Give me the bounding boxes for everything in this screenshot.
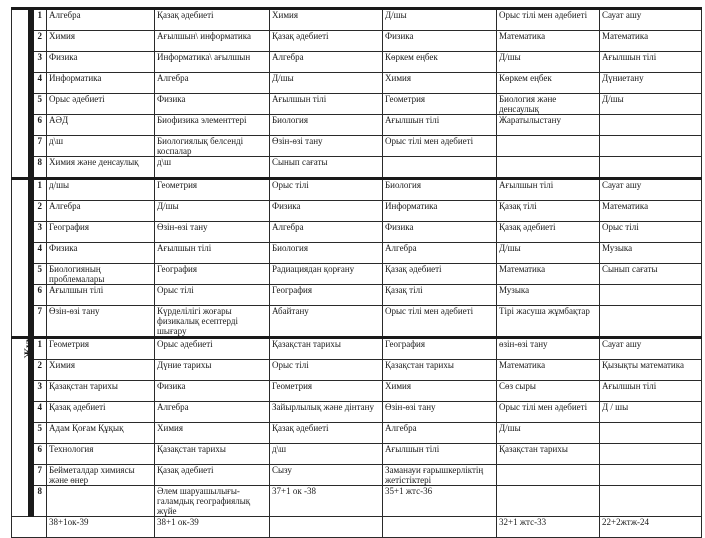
subject-cell bbox=[600, 423, 702, 444]
lesson-number: 6 bbox=[31, 115, 47, 136]
subject-cell: Зайырлылық және дінтану bbox=[270, 402, 383, 423]
subject-cell: Биология bbox=[270, 115, 383, 136]
subject-cell: АӘД bbox=[47, 115, 155, 136]
lesson-number: 3 bbox=[31, 222, 47, 243]
subject-cell: Орыс тілі мен әдебиеті bbox=[383, 136, 497, 157]
subject-cell: Д/шы bbox=[600, 94, 702, 115]
subject-cell: Дүниетану bbox=[600, 73, 702, 94]
subject-cell: Математика bbox=[497, 31, 600, 52]
subject-cell: Қазақ тілі bbox=[383, 285, 497, 306]
subject-cell: Ағылшын тілі bbox=[600, 381, 702, 402]
subject-cell: Биология bbox=[383, 179, 497, 201]
subject-cell: География bbox=[155, 264, 270, 285]
lesson-number: 4 bbox=[31, 243, 47, 264]
subject-cell: Химия bbox=[47, 31, 155, 52]
subject-cell: Музыка bbox=[600, 243, 702, 264]
subject-cell: Тірі жасуша жұмбақтар bbox=[497, 306, 600, 338]
subject-cell: Информатика bbox=[47, 73, 155, 94]
total-hours-cell bbox=[383, 517, 497, 538]
subject-cell: Ағылшын тілі bbox=[383, 444, 497, 465]
subject-cell: Қазақстан тарихы bbox=[497, 444, 600, 465]
subject-cell: Ағылшын тілі bbox=[155, 243, 270, 264]
subject-cell: д\ш bbox=[47, 136, 155, 157]
lesson-number: 8 bbox=[31, 157, 47, 179]
subject-cell: Математика bbox=[497, 360, 600, 381]
subject-cell: Қазақ әдебиеті bbox=[270, 423, 383, 444]
subject-cell: Жаратылыстану bbox=[497, 115, 600, 136]
subject-cell: Қазақстан тарихы bbox=[155, 444, 270, 465]
lesson-row bbox=[12, 73, 702, 94]
subject-cell: Абайтану bbox=[270, 306, 383, 338]
subject-cell: Қазақ әдебиеті bbox=[155, 465, 270, 486]
subject-cell: Қазақстан тарихы bbox=[47, 381, 155, 402]
subject-cell: Технология bbox=[47, 444, 155, 465]
lesson-number: 5 bbox=[31, 423, 47, 444]
subject-cell: Д/шы bbox=[270, 73, 383, 94]
subject-cell: Физика bbox=[47, 243, 155, 264]
subject-cell: Ағылшын тілі bbox=[47, 285, 155, 306]
subject-cell bbox=[600, 157, 702, 179]
lesson-row bbox=[12, 465, 702, 486]
subject-cell: Сызу bbox=[270, 465, 383, 486]
total-hours-cell: 38+1 ок-39 bbox=[155, 517, 270, 538]
lesson-row bbox=[12, 360, 702, 381]
subject-cell: Биология bbox=[270, 243, 383, 264]
subject-cell: Физика bbox=[155, 381, 270, 402]
day-friday bbox=[12, 338, 31, 517]
subject-cell bbox=[600, 285, 702, 306]
lesson-row bbox=[12, 264, 702, 285]
subject-cell: Информатика\ ағылшын bbox=[155, 52, 270, 73]
subject-cell: Химия және денсаулық bbox=[47, 157, 155, 179]
subject-cell: Алгебра bbox=[47, 201, 155, 222]
subject-cell: Өзін-өзі тану bbox=[47, 306, 155, 338]
subject-cell bbox=[497, 486, 600, 517]
subject-cell: Адам Қоғам Құқық bbox=[47, 423, 155, 444]
subject-cell: Алгебра bbox=[155, 73, 270, 94]
subject-cell: д/шы bbox=[47, 179, 155, 201]
subject-cell: Орыс әдебиеті bbox=[47, 94, 155, 115]
subject-cell: Биологиялық белсенді коспалар bbox=[155, 136, 270, 157]
totals-label-cell bbox=[12, 517, 47, 538]
lesson-number: 2 bbox=[31, 360, 47, 381]
subject-cell: Орыс тілі bbox=[270, 179, 383, 201]
subject-cell: Алгебра bbox=[270, 222, 383, 243]
lesson-number: 3 bbox=[31, 52, 47, 73]
subject-cell: Сауат ашу bbox=[600, 179, 702, 201]
subject-cell: Геометрия bbox=[47, 338, 155, 360]
subject-cell: Д/шы bbox=[497, 423, 600, 444]
subject-cell: Қазақ тілі bbox=[497, 201, 600, 222]
lesson-number: 4 bbox=[31, 73, 47, 94]
subject-cell: Ағылшын тілі bbox=[383, 115, 497, 136]
subject-cell: Д/шы bbox=[155, 201, 270, 222]
subject-cell: Сынып сағаты bbox=[600, 264, 702, 285]
subject-cell: Ағылшын тілі bbox=[497, 179, 600, 201]
subject-cell: Дүние тарихы bbox=[155, 360, 270, 381]
subject-cell: География bbox=[383, 338, 497, 360]
timetable-body bbox=[12, 9, 702, 538]
subject-cell: Қазақстан тарихы bbox=[270, 338, 383, 360]
total-hours-cell: 38+1ок-39 bbox=[47, 517, 155, 538]
subject-cell: Орыс тілі мен әдебиеті bbox=[497, 402, 600, 423]
lesson-number: 5 bbox=[31, 264, 47, 285]
subject-cell: Сынып сағаты bbox=[270, 157, 383, 179]
lesson-row bbox=[12, 136, 702, 157]
subject-cell: Қазақстан тарихы bbox=[383, 360, 497, 381]
lesson-row bbox=[12, 222, 702, 243]
subject-cell: Музыка bbox=[497, 285, 600, 306]
day-thursday bbox=[12, 179, 31, 338]
subject-cell: Орыс тілі мен әдебиеті bbox=[383, 306, 497, 338]
subject-cell bbox=[600, 136, 702, 157]
subject-cell: д\ш bbox=[270, 444, 383, 465]
subject-cell: Химия bbox=[383, 381, 497, 402]
lesson-row bbox=[12, 486, 702, 517]
lesson-row bbox=[12, 338, 702, 360]
subject-cell: 37+1 ок -38 bbox=[270, 486, 383, 517]
subject-cell: 35+1 жтс-36 bbox=[383, 486, 497, 517]
subject-cell: Физика bbox=[47, 52, 155, 73]
subject-cell bbox=[383, 157, 497, 179]
lesson-row bbox=[12, 423, 702, 444]
subject-cell: Химия bbox=[270, 9, 383, 31]
subject-cell: Д/шы bbox=[497, 243, 600, 264]
subject-cell: Орыс тілі bbox=[155, 285, 270, 306]
subject-cell: Биологияның проблемалары bbox=[47, 264, 155, 285]
subject-cell: д\ш bbox=[155, 157, 270, 179]
total-hours-cell: 22+2жтж-24 bbox=[600, 517, 702, 538]
subject-cell: Күрделілігі жоғары физикалық есептерді шығару bbox=[155, 306, 270, 338]
lesson-row bbox=[12, 179, 702, 201]
subject-cell: Қызықты математика bbox=[600, 360, 702, 381]
subject-cell: өзін-өзі тану bbox=[497, 338, 600, 360]
subject-cell: Әлем шаруашылығы-галамдық географиялық жүйе bbox=[155, 486, 270, 517]
subject-cell: География bbox=[270, 285, 383, 306]
subject-cell: Сауат ашу bbox=[600, 9, 702, 31]
subject-cell: Д / шы bbox=[600, 402, 702, 423]
subject-cell: Химия bbox=[155, 423, 270, 444]
subject-cell: Бейметалдар химиясы және өнер bbox=[47, 465, 155, 486]
lesson-number: 7 bbox=[31, 136, 47, 157]
subject-cell: Геометрия bbox=[383, 94, 497, 115]
lesson-number: 1 bbox=[31, 179, 47, 201]
subject-cell: Өзін-өзі тану bbox=[270, 136, 383, 157]
lesson-number: 2 bbox=[31, 31, 47, 52]
subject-cell bbox=[497, 157, 600, 179]
lesson-number: 6 bbox=[31, 444, 47, 465]
subject-cell: Д/шы bbox=[383, 9, 497, 31]
subject-cell bbox=[600, 444, 702, 465]
lesson-row bbox=[12, 157, 702, 179]
subject-cell: Физика bbox=[155, 94, 270, 115]
lesson-row bbox=[12, 243, 702, 264]
subject-cell bbox=[600, 486, 702, 517]
subject-cell: Биофизика элементтері bbox=[155, 115, 270, 136]
subject-cell: Заманауи ғарышкерліктің жетістіктері bbox=[383, 465, 497, 486]
subject-cell: Көркем еңбек bbox=[497, 73, 600, 94]
subject-cell: Орыс тілі мен әдебиеті bbox=[497, 9, 600, 31]
subject-cell: Физика bbox=[383, 222, 497, 243]
subject-cell bbox=[600, 465, 702, 486]
lesson-row bbox=[12, 402, 702, 423]
timetable bbox=[11, 7, 702, 538]
subject-cell: Қазақ әдебиеті bbox=[47, 402, 155, 423]
lesson-row bbox=[12, 9, 702, 31]
lesson-row bbox=[12, 285, 702, 306]
subject-cell: Өзін-өзі тану bbox=[383, 402, 497, 423]
lesson-row bbox=[12, 115, 702, 136]
lesson-number: 1 bbox=[31, 338, 47, 360]
subject-cell: Математика bbox=[600, 201, 702, 222]
lesson-number: 7 bbox=[31, 465, 47, 486]
subject-cell: Геометрия bbox=[155, 179, 270, 201]
subject-cell: Геометрия bbox=[270, 381, 383, 402]
lesson-number: 7 bbox=[31, 306, 47, 338]
lesson-number: 3 bbox=[31, 381, 47, 402]
subject-cell: Орыс әдебиеті bbox=[155, 338, 270, 360]
subject-cell: Ағылшын тілі bbox=[270, 94, 383, 115]
subject-cell: География bbox=[47, 222, 155, 243]
lesson-number: 2 bbox=[31, 201, 47, 222]
subject-cell: Физика bbox=[383, 31, 497, 52]
subject-cell bbox=[497, 465, 600, 486]
subject-cell: Орыс тілі bbox=[600, 222, 702, 243]
totals-row bbox=[12, 517, 702, 538]
subject-cell bbox=[497, 136, 600, 157]
subject-cell: Көркем еңбек bbox=[383, 52, 497, 73]
subject-cell: Қазақ әдебиеті bbox=[497, 222, 600, 243]
total-hours-cell bbox=[270, 517, 383, 538]
lesson-row bbox=[12, 94, 702, 115]
subject-cell: Алгебра bbox=[270, 52, 383, 73]
subject-cell: Өзін-өзі тану bbox=[155, 222, 270, 243]
day-wednesday bbox=[12, 9, 31, 179]
lesson-row bbox=[12, 52, 702, 73]
lesson-number: 5 bbox=[31, 94, 47, 115]
subject-cell bbox=[47, 486, 155, 517]
subject-cell: Алгебра bbox=[383, 243, 497, 264]
subject-cell: Химия bbox=[383, 73, 497, 94]
subject-cell: Биология және денсаулық bbox=[497, 94, 600, 115]
day-name: Жұ bbox=[22, 342, 31, 359]
lesson-row bbox=[12, 444, 702, 465]
subject-cell: Ағылшын тілі bbox=[600, 52, 702, 73]
subject-cell: Қазақ әдебиеті bbox=[270, 31, 383, 52]
lesson-number: 8 bbox=[31, 486, 47, 517]
subject-cell: Сауат ашу bbox=[600, 338, 702, 360]
subject-cell: Ағылшын\ информатика bbox=[155, 31, 270, 52]
lesson-row bbox=[12, 306, 702, 338]
subject-cell: Қазақ әдебиеті bbox=[155, 9, 270, 31]
total-hours-cell: 32+1 жтс-33 bbox=[497, 517, 600, 538]
subject-cell: Орыс тілі bbox=[270, 360, 383, 381]
subject-cell: Информатика bbox=[383, 201, 497, 222]
lesson-row bbox=[12, 201, 702, 222]
lesson-row bbox=[12, 31, 702, 52]
subject-cell: Қазақ әдебиеті bbox=[383, 264, 497, 285]
lesson-number: 4 bbox=[31, 402, 47, 423]
lesson-number: 1 bbox=[31, 9, 47, 31]
subject-cell bbox=[600, 115, 702, 136]
subject-cell: Математика bbox=[600, 31, 702, 52]
subject-cell: Алгебра bbox=[383, 423, 497, 444]
lesson-number: 6 bbox=[31, 285, 47, 306]
subject-cell: Математика bbox=[497, 264, 600, 285]
subject-cell: Сөз сыры bbox=[497, 381, 600, 402]
subject-cell: Химия bbox=[47, 360, 155, 381]
subject-cell: Радиациядан қорғану bbox=[270, 264, 383, 285]
subject-cell bbox=[600, 306, 702, 338]
subject-cell: Физика bbox=[270, 201, 383, 222]
subject-cell: Алгебра bbox=[155, 402, 270, 423]
subject-cell: Алгебра bbox=[47, 9, 155, 31]
lesson-row bbox=[12, 381, 702, 402]
subject-cell: Д/шы bbox=[497, 52, 600, 73]
